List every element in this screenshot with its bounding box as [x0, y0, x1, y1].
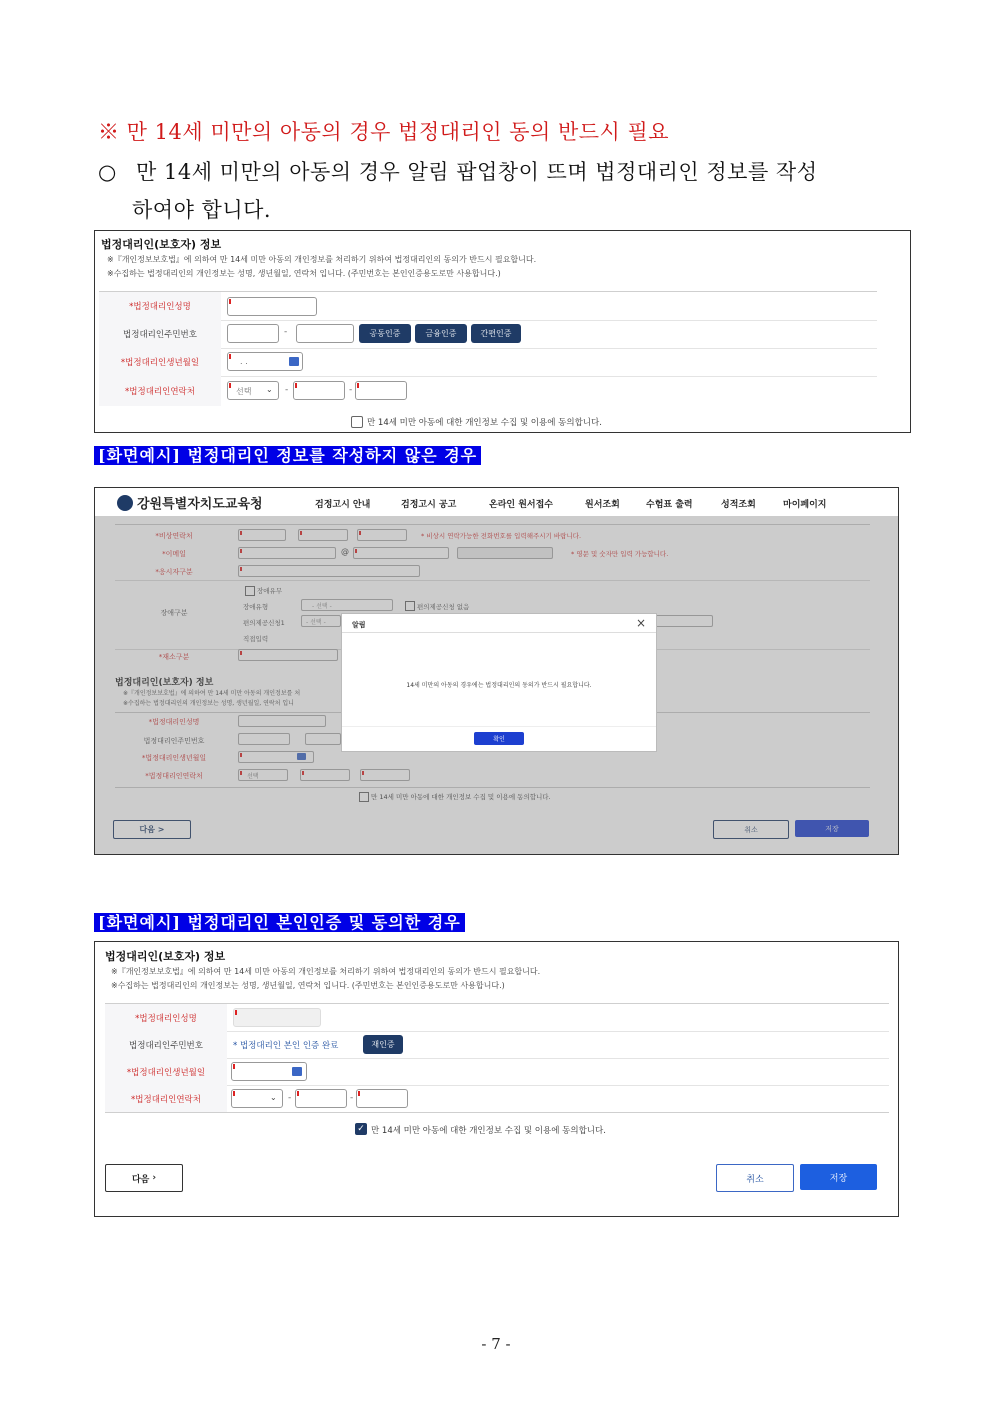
- phone-prefix-select-3[interactable]: [231, 1089, 283, 1108]
- page-number: - 7 -: [481, 1335, 511, 1353]
- label-guardian-name-2: *법정대리인성명: [148, 718, 200, 726]
- form-title-3: 법정대리인(보호자) 정보: [105, 950, 226, 963]
- phone-dash-3a: -: [288, 1093, 292, 1103]
- label-guardian-rrn: 법정대리인주민번호: [99, 320, 221, 348]
- form-note-1: ※『개인정보보호법』에 의하여 만 14세 미만 아동의 개인정보를 처리하기 위하여 법정대리인의 동의가 반드시 필요합니다.: [107, 255, 537, 264]
- close-icon[interactable]: ×: [635, 616, 646, 630]
- row-guardian-phone-3: [105, 1085, 889, 1112]
- caption-2-text: [화면예시] 법정대리인 본인인증 및 동의한 경우: [94, 913, 465, 932]
- label-guardian-phone-2: *법정대리인연락처: [145, 772, 203, 780]
- label-disability: 장애구분: [160, 609, 188, 617]
- label-emergency: *비상연락처: [155, 532, 193, 540]
- emergency-hint: * 비상시 연락가능한 전화번호를 입력해주시기 바랍니다.: [421, 532, 582, 540]
- rrn-front-input[interactable]: [227, 324, 279, 343]
- label-guardian-phone-3: *법정대리인연락처: [105, 1085, 227, 1112]
- screenshot-alert-popup: [94, 487, 899, 855]
- simple-cert-button[interactable]: 간편인증: [471, 324, 521, 343]
- bullet-text-line2: 하여야 합니다.: [132, 198, 272, 222]
- guardian-note-2: ※수집하는 법정대리인의 개인정보는 성명, 생년월일, 연락처 입니: [123, 700, 294, 707]
- nav-item-score[interactable]: 성적조회: [721, 500, 756, 510]
- calendar-icon[interactable]: [292, 1067, 302, 1076]
- guardian-note-1: ※『개인정보보호법』에 의하여 만 14세 미만 아동의 개인정보를 처: [123, 690, 301, 697]
- form-table: [99, 291, 877, 406]
- label-guardian-rrn-3: 법정대리인주민번호: [105, 1031, 227, 1058]
- birth-placeholder: . .: [240, 357, 248, 366]
- consent-label-3: 만 14세 미만 아동에 대한 개인정보 수집 및 이용에 동의합니다.: [371, 1126, 606, 1136]
- label-guardian-birth: *법정대리인생년월일: [99, 348, 221, 376]
- direct-input-label: 직접입력: [243, 635, 269, 643]
- caption-1-text: [화면예시] 법정대리인 정보를 작성하지 않은 경우: [94, 446, 481, 465]
- disability-type-value: - 선택 -: [312, 603, 332, 610]
- phone-last-input-3[interactable]: [356, 1089, 408, 1108]
- row-guardian-rrn-3: [105, 1031, 889, 1059]
- label-guardian-phone: *법정대리인연락처: [99, 376, 221, 406]
- form-title: 법정대리인(보호자) 정보: [101, 238, 222, 251]
- modal-footer-divider: [342, 726, 656, 727]
- nav-item-apply[interactable]: 온라인 원서접수: [489, 500, 553, 510]
- guardian-name-filled[interactable]: [233, 1008, 321, 1027]
- modal-divider: [342, 632, 656, 633]
- cancel-button-2[interactable]: 취소: [713, 820, 789, 839]
- chevron-right-icon: ›: [152, 1173, 157, 1183]
- phone-dash-3b: -: [350, 1093, 354, 1103]
- nav-item-check[interactable]: 원서조회: [585, 500, 620, 510]
- site-navbar: [95, 488, 898, 516]
- warning-note: ※ 만 14세 미만의 아동의 경우 법정대리인 동의 반드시 필요: [98, 120, 670, 144]
- nav-item-notice[interactable]: 검정고시 공고: [401, 500, 457, 510]
- email-hint: * 영문 및 숫자만 입력 가능합니다.: [571, 550, 669, 558]
- convenience-1-value: - 선택 -: [306, 619, 326, 626]
- cancel-button-3[interactable]: 취소: [716, 1164, 794, 1192]
- modal-ok-button[interactable]: 확인: [474, 732, 524, 745]
- next-button-3[interactable]: [105, 1164, 183, 1192]
- rrn-dash: -: [284, 327, 288, 337]
- chevron-down-icon: ⌄: [270, 1093, 277, 1102]
- birth-date-input[interactable]: [227, 352, 303, 371]
- phone-dash-2: -: [349, 385, 353, 395]
- guardian-form-verified: [94, 941, 899, 1217]
- public-cert-button[interactable]: 공동인증: [359, 324, 411, 343]
- phone-prefix-select[interactable]: [227, 381, 279, 400]
- alert-modal: [341, 613, 657, 752]
- convenience-none-label: 편의제공신청 없음: [417, 603, 470, 611]
- chevron-down-icon: ⌄: [266, 385, 273, 394]
- label-guardian-name-3: *법정대리인성명: [105, 1004, 227, 1031]
- save-button-2[interactable]: 저장: [795, 820, 869, 837]
- label-guardian-rrn-2: 법정대리인주민번호: [143, 737, 205, 745]
- email-at: @: [341, 547, 349, 556]
- calendar-icon[interactable]: [289, 357, 299, 366]
- phone-middle-input-3[interactable]: [295, 1089, 347, 1108]
- next-button-label: 다음: [131, 1174, 150, 1185]
- label-applicant-type: *응시자구분: [155, 568, 193, 576]
- modal-title: 알림: [352, 621, 366, 629]
- caption-example-1: [94, 443, 481, 466]
- caption-example-2: [94, 910, 465, 933]
- label-guardian-birth-2: *법정대리인생년월일: [141, 754, 207, 762]
- row-guardian-rrn: [99, 320, 877, 349]
- bullet-paragraph: [98, 153, 898, 229]
- save-button-3[interactable]: 저장: [800, 1164, 877, 1190]
- label-residence: *재소구분: [158, 653, 190, 661]
- phone-last-input[interactable]: [355, 381, 407, 400]
- guardian-form-empty: [94, 230, 911, 433]
- guardian-name-input[interactable]: [227, 297, 317, 316]
- nav-item-guide[interactable]: 검정고시 안내: [315, 500, 371, 510]
- consent-label-2: 만 14세 미만 아동에 대한 개인정보 수집 및 이용에 동의합니다.: [371, 793, 551, 801]
- row-guardian-birth: [99, 348, 877, 377]
- phone-select-value: 선택: [236, 387, 252, 396]
- logo-emblem-icon: [117, 495, 133, 511]
- row-guardian-birth-3: [105, 1058, 889, 1086]
- birth-date-input-3[interactable]: [231, 1062, 307, 1081]
- disability-check-label: 장애유무: [257, 587, 283, 595]
- row-guardian-phone: [99, 376, 877, 406]
- bullet-mark: ○: [98, 160, 117, 184]
- label-email: *이메일: [162, 550, 186, 558]
- form-note-2-3: ※수집하는 법정대리인의 개인정보는 성명, 생년월일, 연락처 입니다. (주민번호는 본인인증용도로만 사용합니다.): [111, 981, 505, 990]
- guardian-section-title: 법정대리인(보호자) 정보: [115, 678, 214, 688]
- row-guardian-name-3: [105, 1004, 889, 1032]
- reauth-button[interactable]: 재인증: [363, 1035, 403, 1054]
- phone-dash-1: -: [285, 385, 289, 395]
- form-note-2: ※수집하는 법정대리인의 개인정보는 성명, 생년월일, 연락처 입니다. (주민번호는 본인인증용도로만 사용합니다.): [107, 269, 501, 278]
- nav-item-mypage[interactable]: 마이페이지: [783, 500, 827, 510]
- label-guardian-birth-3: *법정대리인생년월일: [105, 1058, 227, 1085]
- next-button-2[interactable]: 다음 >: [113, 820, 191, 839]
- consent-checked-icon[interactable]: ✓: [355, 1123, 367, 1135]
- nav-item-ticket[interactable]: 수험표 출력: [646, 500, 693, 510]
- modal-message: 14세 미만의 아동의 경우에는 법정대리인의 동의가 반드시 필요합니다.: [406, 682, 592, 689]
- site-logo: 강원특별자치도교육청: [137, 497, 263, 512]
- disability-type-label: 장애유형: [243, 603, 269, 611]
- row-guardian-name: [99, 292, 877, 321]
- form-table-3: [105, 1003, 889, 1113]
- auth-complete-text: * 법정대리인 본인 인증 완료: [233, 1041, 339, 1051]
- consent-label: 만 14세 미만 아동에 대한 개인정보 수집 및 이용에 동의합니다.: [367, 418, 602, 428]
- bullet-text-line1: 만 14세 미만의 아동의 경우 알림 팝업창이 뜨며 법정대리인 정보를 작성: [136, 160, 818, 184]
- finance-cert-button[interactable]: 금융인증: [415, 324, 467, 343]
- phone-select-value-2: 선택: [247, 773, 259, 780]
- consent-checkbox[interactable]: [351, 416, 363, 428]
- rrn-back-input[interactable]: [296, 324, 354, 343]
- form-note-1-3: ※『개인정보보호법』에 의하여 만 14세 미만 아동의 개인정보를 처리하기 위하여 법정대리인의 동의가 반드시 필요합니다.: [111, 967, 541, 976]
- phone-middle-input[interactable]: [293, 381, 345, 400]
- convenience-1-label: 편의제공신청1: [243, 619, 285, 627]
- label-guardian-name: *법정대리인성명: [99, 292, 221, 320]
